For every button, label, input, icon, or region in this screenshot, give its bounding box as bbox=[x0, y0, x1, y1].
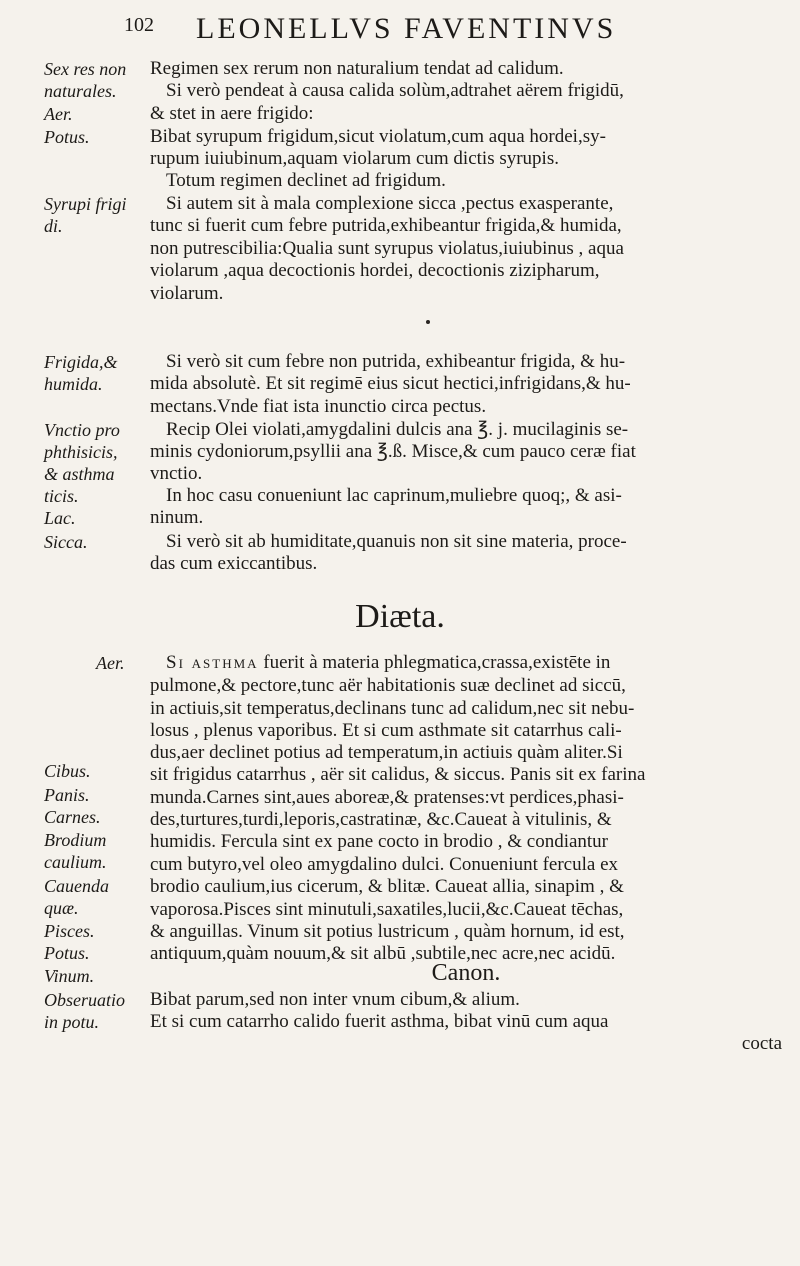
margin-note: quæ. bbox=[44, 898, 79, 918]
text-line: Regimen sex rerum non naturalium tendat ad calidum. bbox=[150, 58, 564, 79]
text-line: non putrescibilia:Qualia sunt syrupus violatus,iuiubinus , aqua bbox=[150, 238, 624, 259]
margin-note: Carnes. bbox=[44, 807, 101, 827]
catchword: cocta bbox=[741, 1033, 782, 1054]
text-line-rest: fuerit à materia phlegmatica,crassa,existēte in bbox=[258, 652, 611, 673]
text-line: munda.Carnes sint,aues aboreæ,& pratenses:vt perdices,phasi- bbox=[150, 787, 624, 808]
margin-note: Aer. bbox=[96, 653, 125, 673]
text-line: Si verò pendeat à causa calida solùm,adtrahet aërem frigidū, bbox=[166, 80, 624, 101]
text-line: des,turtures,turdi,leporis,castratinæ, &c.Caueat à vitulinis, & bbox=[150, 809, 612, 830]
margin-note: Panis. bbox=[44, 785, 90, 805]
margin-note: phthisicis, bbox=[44, 442, 118, 462]
stray-mark bbox=[426, 320, 430, 324]
text-line: minis cydoniorum,psyllii ana ℥.ß. Misce,& cum pauco ceræ fiat bbox=[150, 441, 636, 462]
page-number: 102 bbox=[124, 14, 154, 36]
section-title: Diæta. bbox=[355, 598, 445, 635]
text-line-first bbox=[166, 652, 782, 674]
text-line: Bibat syrupum frigidum,sicut violatum,cum aqua hordei,sy- bbox=[150, 126, 606, 147]
margin-note: naturales. bbox=[44, 81, 117, 101]
text-line: Si verò sit ab humiditate,quanuis non sit sine materia, proce- bbox=[166, 531, 627, 552]
margin-note: Potus. bbox=[44, 943, 90, 963]
text-line: vnctio. bbox=[150, 463, 203, 484]
margin-note: Cibus. bbox=[44, 761, 91, 781]
margin-note: Sex res non bbox=[44, 59, 127, 79]
text-line: vaporosa.Pisces sint minutuli,saxatiles,lucii,&c.Caueat tēchas, bbox=[150, 899, 624, 920]
text-line: ninum. bbox=[150, 507, 204, 528]
margin-note: Obseruatio bbox=[44, 990, 125, 1010]
text-line: violarum ,aqua decoctionis hordei, decoctionis zizipharum, bbox=[150, 260, 600, 281]
drop-word: Si asthma bbox=[166, 652, 259, 673]
margin-note: Lac. bbox=[44, 508, 76, 528]
text-line: mectans.Vnde fiat ista inunctio circa pectus. bbox=[150, 396, 487, 417]
text-line: dus,aer declinet potius ad temperatum,in actiuis quàm aliter.Si bbox=[150, 742, 623, 763]
margin-note: Syrupi frigi bbox=[44, 194, 127, 214]
text-line: in actiuis,sit temperatus,declinans tunc ad calidum,nec sit nebu- bbox=[150, 698, 635, 719]
canon-title: Canon. bbox=[431, 960, 501, 986]
margin-note: in potu. bbox=[44, 1012, 100, 1032]
margin-note: Vinum. bbox=[44, 966, 95, 986]
margin-note: humida. bbox=[44, 374, 103, 394]
text-line: humidis. Fercula sint ex pane cocto in brodio , & condiantur bbox=[150, 831, 609, 852]
text-line: & stet in aere frigido: bbox=[150, 103, 314, 124]
margin-note: Brodium bbox=[44, 830, 107, 850]
margin-note: Cauenda bbox=[44, 876, 109, 896]
text-line: Totum regimen declinet ad frigidum. bbox=[166, 170, 446, 191]
text-line: mida absolutè. Et sit regimē eius sicut hectici,infrigidans,& hu- bbox=[150, 373, 631, 394]
margin-note: Aer. bbox=[44, 104, 73, 124]
margin-note: Sicca. bbox=[44, 532, 88, 552]
page-header bbox=[0, 8, 800, 48]
text-line: brodio caulium,ius cicerum, & blitæ. Caueat allia, sinapim , & bbox=[150, 876, 624, 897]
text-line: cum butyro,vel oleo amygdalino dulci. Conueniunt fercula ex bbox=[150, 854, 619, 875]
running-title: LEONELLVS FAVENTINVS bbox=[196, 12, 617, 45]
text-line: Si autem sit à mala complexione sicca ,pectus exasperante, bbox=[166, 193, 614, 214]
margin-note: Pisces. bbox=[44, 921, 95, 941]
margin-note: Vnctio pro bbox=[44, 420, 120, 440]
margin-note: caulium. bbox=[44, 852, 107, 872]
text-line: In hoc casu conueniunt lac caprinum,muliebre quoq;, & asi- bbox=[166, 485, 622, 506]
text-line: tunc si fuerit cum febre putrida,exhibeantur frigida,& humida, bbox=[150, 215, 622, 236]
text-line: pulmone,& pectore,tunc aër habitationis suæ declinet ad siccū, bbox=[150, 675, 626, 696]
margin-note: Potus. bbox=[44, 127, 90, 147]
margin-note: di. bbox=[44, 216, 63, 236]
text-line: Recip Olei violati,amygdalini dulcis ana ℥. j. mucilaginis se- bbox=[166, 419, 629, 440]
text-line: & anguillas. Vinum sit potius lustricum , quàm hornum, id est, bbox=[150, 921, 625, 942]
text-line: Bibat parum,sed non inter vnum cibum,& alium. bbox=[150, 989, 520, 1010]
margin-note: & asthma bbox=[44, 464, 115, 484]
text-line: Et si cum catarrho calido fuerit asthma, bibat vinū cum aqua bbox=[150, 1011, 609, 1032]
margin-note: ticis. bbox=[44, 486, 79, 506]
text-line: sit frigidus catarrhus , aër sit calidus, & siccus. Panis sit ex farina bbox=[150, 764, 646, 785]
text-line: Si verò sit cum febre non putrida, exhibeantur frigida, & hu- bbox=[166, 351, 626, 372]
text-line: violarum. bbox=[150, 283, 224, 304]
text-line: losus , plenus vaporibus. Et si cum asthmate sit catarrhus cali- bbox=[150, 720, 622, 741]
margin-note: Frigida,& bbox=[44, 352, 118, 372]
text-line: das cum exiccantibus. bbox=[150, 553, 318, 574]
text-line: rupum iuiubinum,aquam violarum cum dictis syrupis. bbox=[150, 148, 559, 169]
text-line: antiquum,quàm nouum,& sit albū ,subtile,nec acre,nec acidū. bbox=[150, 943, 616, 964]
